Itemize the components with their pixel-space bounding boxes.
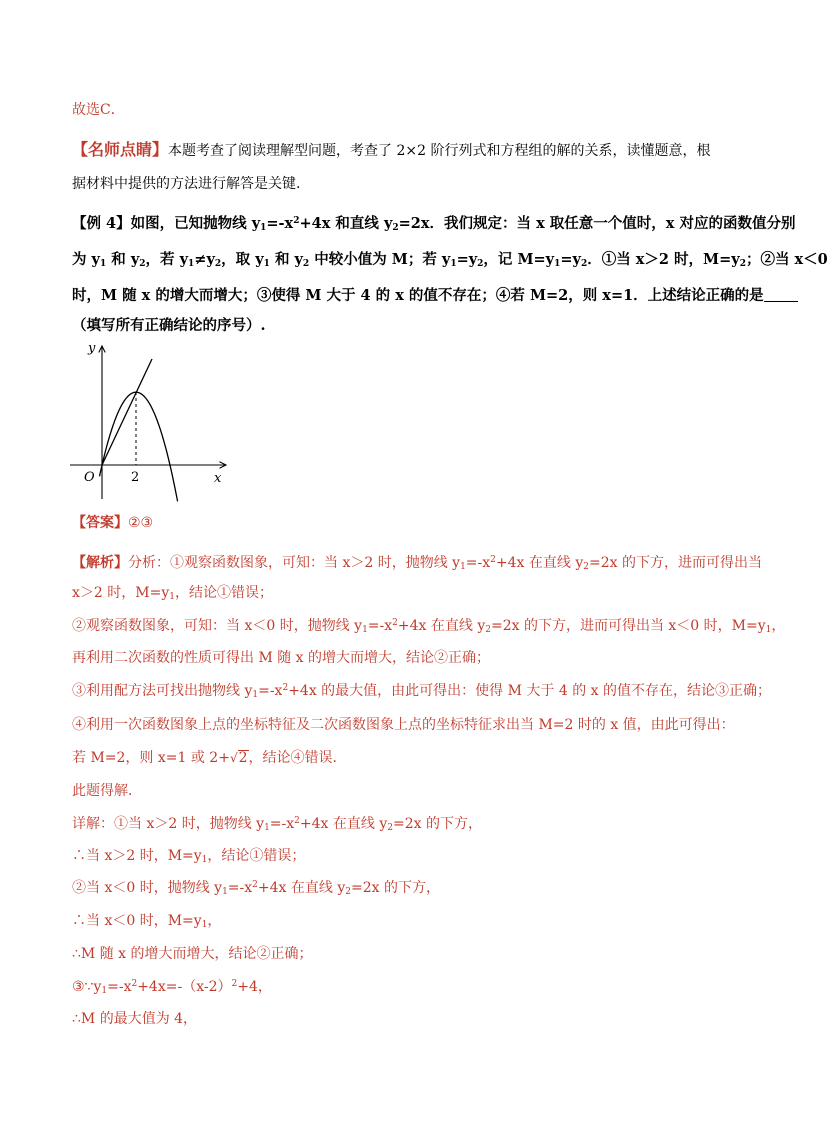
teacher-comment-line2: 据材料中提供的方法进行解答是关键.	[72, 176, 301, 192]
analysis-line8: 此题得解．	[72, 783, 142, 799]
sqrt-radicand: 2	[238, 750, 248, 766]
answer-value: ②③	[128, 515, 154, 531]
analysis-tag: 【解析】	[72, 555, 128, 571]
detail-line5: ∴M 随 x 的增大而增大，结论②正确；	[72, 946, 313, 962]
analysis-line3: ②观察函数图象，可知：当 x＜0 时，抛物线 $y_1=-x^2+4x$ 在直线 $y_2=2x$ 的下方，进而可得出当 x＜0 时，$M=y_1$，	[72, 618, 786, 635]
analysis-line5: ③利用配方法可找出抛物线 $y_1=-x^2+4x$ 的最大值，由此可得出：使得 M 大于 4 的 x 的值不存在，结论③正确；	[72, 683, 772, 700]
y-axis-label: y	[88, 341, 96, 356]
detail-line4: ∴当 x＜0 时，$M=y_1$，	[72, 913, 222, 930]
detail-line1: 详解：①当 x＞2 时，抛物线 $y_1=-x^2+4x$ 在直线 $y_2=2x$ 的下方，	[72, 816, 482, 833]
x-axis-label: x	[214, 471, 222, 486]
example-line1: 【例 4】如图，已知抛物线 $y_1=-x^2+4x$ 和直线 $y_2=2x$．我们规定：当 x 取任意一个值时，x 对应的函数值分别	[72, 215, 796, 233]
detail-line6: $③\because y_1=-x^2+4x=-(x-2)^2+4$，	[72, 979, 272, 996]
comment-tag: 【名师点睛】	[72, 140, 169, 159]
function-graph	[66, 336, 236, 506]
answer-line	[72, 513, 153, 533]
tick-label-2: 2	[131, 470, 140, 485]
origin-label: O	[84, 470, 95, 485]
analysis-line1: 【解析】分析：①观察函数图象，可知：当 x＞2 时，抛物线 $y_1=-x^2+4x$ 在直线 $y_2=2x$ 的下方，进而可得出当	[72, 555, 762, 572]
example-line4: （填写所有正确结论的序号）.	[72, 317, 266, 334]
analysis-line6: ④利用一次函数图象上点的坐标特征及二次函数图象上点的坐标特征求出当 M=2 时的 x 值，由此可得出：	[72, 717, 735, 733]
detail-line2: ∴当 x＞2 时，$M=y_1$，结论①错误；	[72, 848, 306, 865]
choice-line: 故选C．	[72, 102, 125, 118]
teacher-comment-line1: 【名师点睛】本题考查了阅读理解型问题，考查了 2×2 阶行列式和方程组的解的关系，读懂题意，根	[72, 140, 711, 159]
answer-blank	[764, 287, 798, 302]
example-line2: 为 $y_1$ 和 $y_2$，若 $y_1\ne y_2$，取 $y_1$ 和 $y_2$ 中较小值为 M；若 $y_1=y_2$，记 $M=y_1=y_2$．①当 x＞2 时，$M=y_2$；②当 x＜0	[72, 251, 828, 269]
answer-tag: 【答案】	[72, 515, 128, 531]
analysis-line4: 再利用二次函数的性质可得出 M 随 x 的增大而增大，结论②正确；	[72, 650, 491, 666]
detail-line3: ②当 x＜0 时，抛物线 $y_1=-x^2+4x$ 在直线 $y_2=2x$ 的下方，	[72, 880, 440, 897]
example-tag: 【例 4】	[72, 215, 131, 232]
example-line3: 时，M 随 x 的增大而增大；③使得 M 大于 4 的 x 的值不存在；④若 M=2，则 x=1．上述结论正确的是	[72, 286, 798, 306]
detail-line7: ∴M 的最大值为 4，	[72, 1011, 198, 1027]
analysis-line7: 若 M=2，则 x=1 或 2+√2，结论④错误．	[72, 750, 347, 766]
analysis-line2: x＞2 时，$M=y_1$，结论①错误；	[72, 585, 273, 602]
line-y2	[102, 359, 152, 465]
